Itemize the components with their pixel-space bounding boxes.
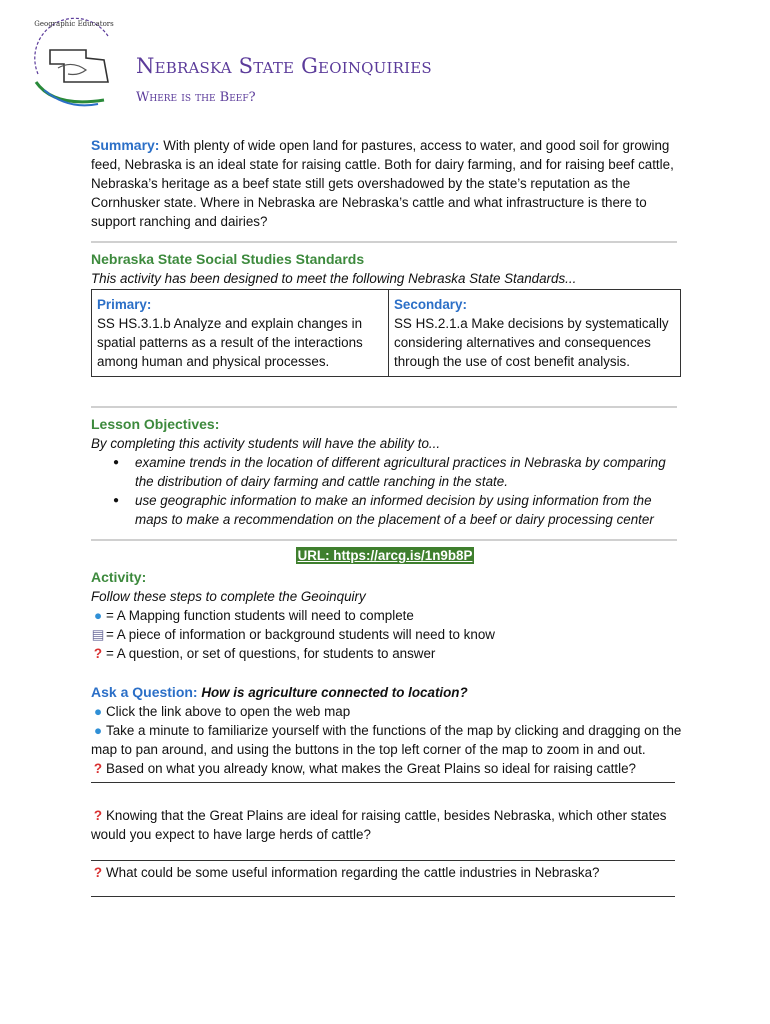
question-other-states: ? Knowing that the Great Plains are ideal for raising cattle, besides Nebraska, which other states would you expect to have large herds of cattle? bbox=[91, 808, 667, 842]
legend-row-mapping: ● = A Mapping function students will need to complete bbox=[91, 606, 683, 625]
objectives-heading: Lesson Objectives: bbox=[91, 416, 220, 432]
answer-line[interactable] bbox=[91, 782, 675, 783]
globe-icon: ● bbox=[93, 608, 103, 623]
question-great-plains: ? Based on what you already know, what makes the Great Plains so ideal for raising cattle? bbox=[91, 759, 683, 778]
question-icon: ? bbox=[93, 865, 103, 880]
url-line bbox=[0, 548, 770, 563]
activity-intro: Follow these steps to complete the Geoinquiry bbox=[91, 589, 366, 604]
divider bbox=[91, 539, 677, 541]
primary-label: Primary: bbox=[97, 297, 152, 312]
question-useful-info: ? What could be some useful information regarding the cattle industries in Nebraska? bbox=[91, 863, 683, 882]
summary-paragraph bbox=[91, 136, 683, 231]
page-subtitle: Where is the Beef? bbox=[136, 90, 256, 105]
list-item: ● examine trends in the location of different agricultural practices in Nebraska by comparing the distribution of dairy farming and cattle ranching in the state. bbox=[135, 453, 683, 491]
ask-question: How is agriculture connected to location? bbox=[197, 685, 468, 700]
question-icon: ? bbox=[93, 761, 103, 776]
primary-text: SS HS.3.1.b Analyze and explain changes in spatial patterns as a result of the interactions among human and physical processes. bbox=[97, 316, 363, 369]
globe-icon: ● bbox=[93, 704, 103, 719]
standards-table bbox=[91, 289, 681, 377]
objectives-block bbox=[91, 434, 683, 529]
organization-logo bbox=[24, 12, 124, 112]
book-icon: ▤ bbox=[91, 627, 105, 642]
list-item: ● use geographic information to make an informed decision by using information from the maps to make a recommendation on the placement of a beef or dairy processing center bbox=[135, 491, 683, 529]
globe-icon: ● bbox=[93, 723, 103, 738]
svg-text:Geographic Educators: Geographic Educators bbox=[34, 20, 114, 28]
summary-text: With plenty of wide open land for pastures, access to water, and good soil for growing feed, Nebraska is an ideal state for raising cattle. Both for dairy farming, and for raising beef cattle, Nebraska’s heritage as a beef state still gets overshadowed by the state’s reputation as the Cornhusker state. Where in Nebraska are Nebraska’s cattle and what infrastructure is there to support ranching and dairies? bbox=[91, 138, 674, 229]
objectives-list bbox=[91, 453, 683, 529]
activity-heading: Activity: bbox=[91, 569, 147, 585]
divider bbox=[91, 406, 677, 408]
legend-row-question: ? = A question, or set of questions, for students to answer bbox=[91, 644, 683, 663]
secondary-label: Secondary: bbox=[394, 297, 467, 312]
standards-intro: This activity has been designed to meet the following Nebraska State Standards... bbox=[91, 271, 577, 286]
question-icon: ? bbox=[93, 808, 103, 823]
activity-block bbox=[91, 587, 683, 663]
ask-label: Ask a Question: bbox=[91, 684, 198, 700]
answer-line[interactable] bbox=[91, 860, 675, 861]
secondary-standard-cell bbox=[389, 290, 681, 377]
web-map-link[interactable]: URL: https://arcg.is/1n9b8P bbox=[297, 548, 473, 563]
step-open-map: ● Click the link above to open the web map bbox=[91, 702, 683, 721]
legend-row-information: ▤ = A piece of information or background students will need to know bbox=[91, 627, 495, 642]
divider bbox=[91, 241, 677, 243]
step-familiarize: ● Take a minute to familiarize yourself with the functions of the map by clicking and dragging on the map to pan around, and using the buttons in the top left corner of the map to zoom in and out. bbox=[91, 723, 682, 757]
answer-line[interactable] bbox=[91, 896, 675, 897]
secondary-text: SS HS.2.1.a Make decisions by systematically considering alternatives and consequences through the use of cost benefit analysis. bbox=[394, 316, 669, 369]
page-title: Nebraska State Geoinquiries bbox=[136, 54, 432, 78]
standards-heading: Nebraska State Social Studies Standards bbox=[91, 251, 365, 267]
objectives-intro: By completing this activity students will have the ability to... bbox=[91, 436, 441, 451]
ask-block bbox=[91, 683, 683, 897]
summary-label: Summary: bbox=[91, 137, 160, 153]
question-icon: ? bbox=[93, 646, 103, 661]
primary-standard-cell bbox=[92, 290, 389, 377]
